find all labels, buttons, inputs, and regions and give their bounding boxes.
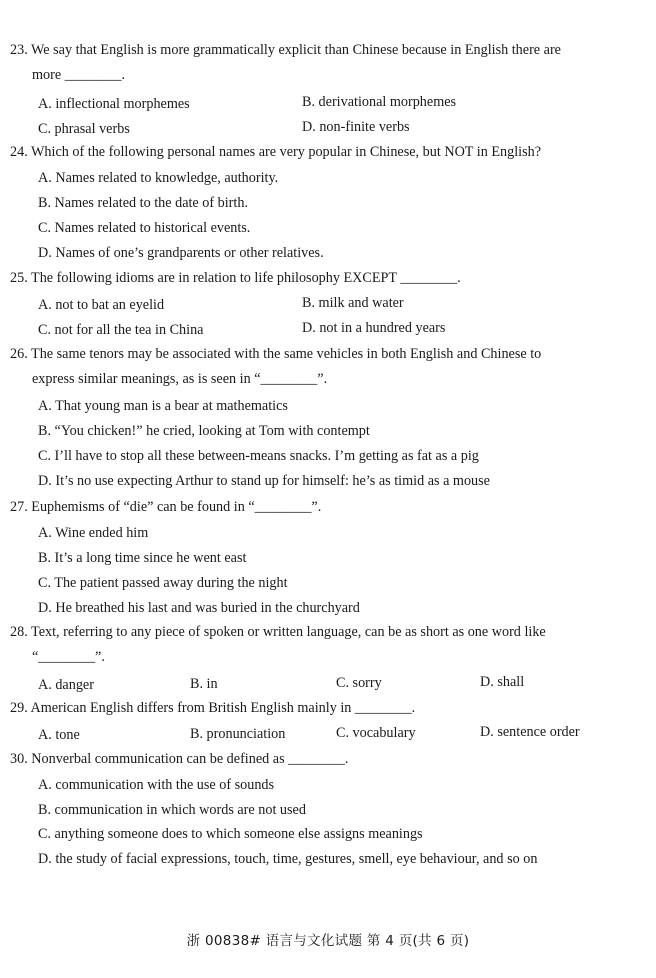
question-25-option-b: B. milk and water <box>302 295 404 311</box>
question-23-line2: more ________. <box>32 67 125 83</box>
question-26-option-d: D. It’s no use expecting Arthur to stand up for himself: he’s as timid as a mouse <box>38 473 490 489</box>
question-26-line1: 26. The same tenors may be associated with the same vehicles in both English and Chinese to <box>10 346 542 362</box>
question-26-option-b: B. “You chicken!” he cried, looking at Tom with contempt <box>38 423 370 439</box>
question-24-option-b: B. Names related to the date of birth. <box>38 195 248 211</box>
question-25-stem: 25. The following idioms are in relation to life philosophy EXCEPT ________. <box>10 270 461 286</box>
question-23-option-b: B. derivational morphemes <box>302 94 457 110</box>
question-23-line1: 23. We say that English is more grammatically explicit than Chinese because in English there are <box>10 42 561 58</box>
question-28-option-c: C. sorry <box>336 675 382 691</box>
question-27-option-b: B. It’s a long time since he went east <box>38 550 247 566</box>
question-23-option-d: D. non-finite verbs <box>302 119 410 135</box>
question-30-option-b: B. communication in which words are not used <box>38 802 306 818</box>
page-footer: 浙 00838# 语言与文化试题 第 4 页(共 6 页) <box>186 933 470 949</box>
question-28-line2: “________”. <box>32 649 105 665</box>
question-25-option-a: A. not to bat an eyelid <box>38 297 165 313</box>
question-25-option-c: C. not for all the tea in China <box>38 322 204 338</box>
question-30-option-a: A. communication with the use of sounds <box>38 777 275 793</box>
question-28-option-b: B. in <box>190 676 218 692</box>
question-23-option-a: A. inflectional morphemes <box>38 96 190 112</box>
question-24-option-c: C. Names related to historical events. <box>38 220 251 236</box>
question-29-option-c: C. vocabulary <box>336 725 416 741</box>
question-25-option-d: D. not in a hundred years <box>302 320 446 336</box>
question-24-option-a: A. Names related to knowledge, authority. <box>38 170 279 186</box>
question-28-option-a: A. danger <box>38 677 94 693</box>
question-29-option-a: A. tone <box>38 727 80 743</box>
question-29-option-d: D. sentence order <box>480 724 580 740</box>
question-26-line2: express similar meanings, as is seen in “________”. <box>32 371 328 387</box>
question-29-option-b: B. pronunciation <box>190 726 286 742</box>
question-29-stem: 29. American English differs from British English mainly in ________. <box>10 700 416 716</box>
question-26-stem <box>10 342 595 392</box>
question-26-option-c: C. I’ll have to stop all these between-means snacks. I’m getting as fat as a pig <box>38 448 479 464</box>
question-23-stem <box>10 38 595 88</box>
question-28-stem <box>10 620 595 670</box>
question-28-option-d: D. shall <box>480 674 525 690</box>
question-27-option-a: A. Wine ended him <box>38 525 149 541</box>
question-26-option-a: A. That young man is a bear at mathematics <box>38 398 288 414</box>
question-30-option-d: D. the study of facial expressions, touch, time, gestures, smell, eye behaviour, and so on <box>38 851 538 867</box>
question-27-stem: 27. Euphemisms of “die” can be found in “________”. <box>10 499 322 515</box>
question-27-option-c: C. The patient passed away during the night <box>38 575 288 591</box>
question-24-stem: 24. Which of the following personal names are very popular in Chinese, but NOT in English? <box>10 144 541 160</box>
question-30-option-c: C. anything someone does to which someone else assigns meanings <box>38 826 423 842</box>
question-30-stem: 30. Nonverbal communication can be defined as ________. <box>10 751 349 767</box>
question-28-line1: 28. Text, referring to any piece of spoken or written language, can be as short as one word like <box>10 624 546 640</box>
question-24-option-d: D. Names of one’s grandparents or other relatives. <box>38 245 324 261</box>
question-27-option-d: D. He breathed his last and was buried in the churchyard <box>38 600 360 616</box>
question-23-option-c: C. phrasal verbs <box>38 121 130 137</box>
